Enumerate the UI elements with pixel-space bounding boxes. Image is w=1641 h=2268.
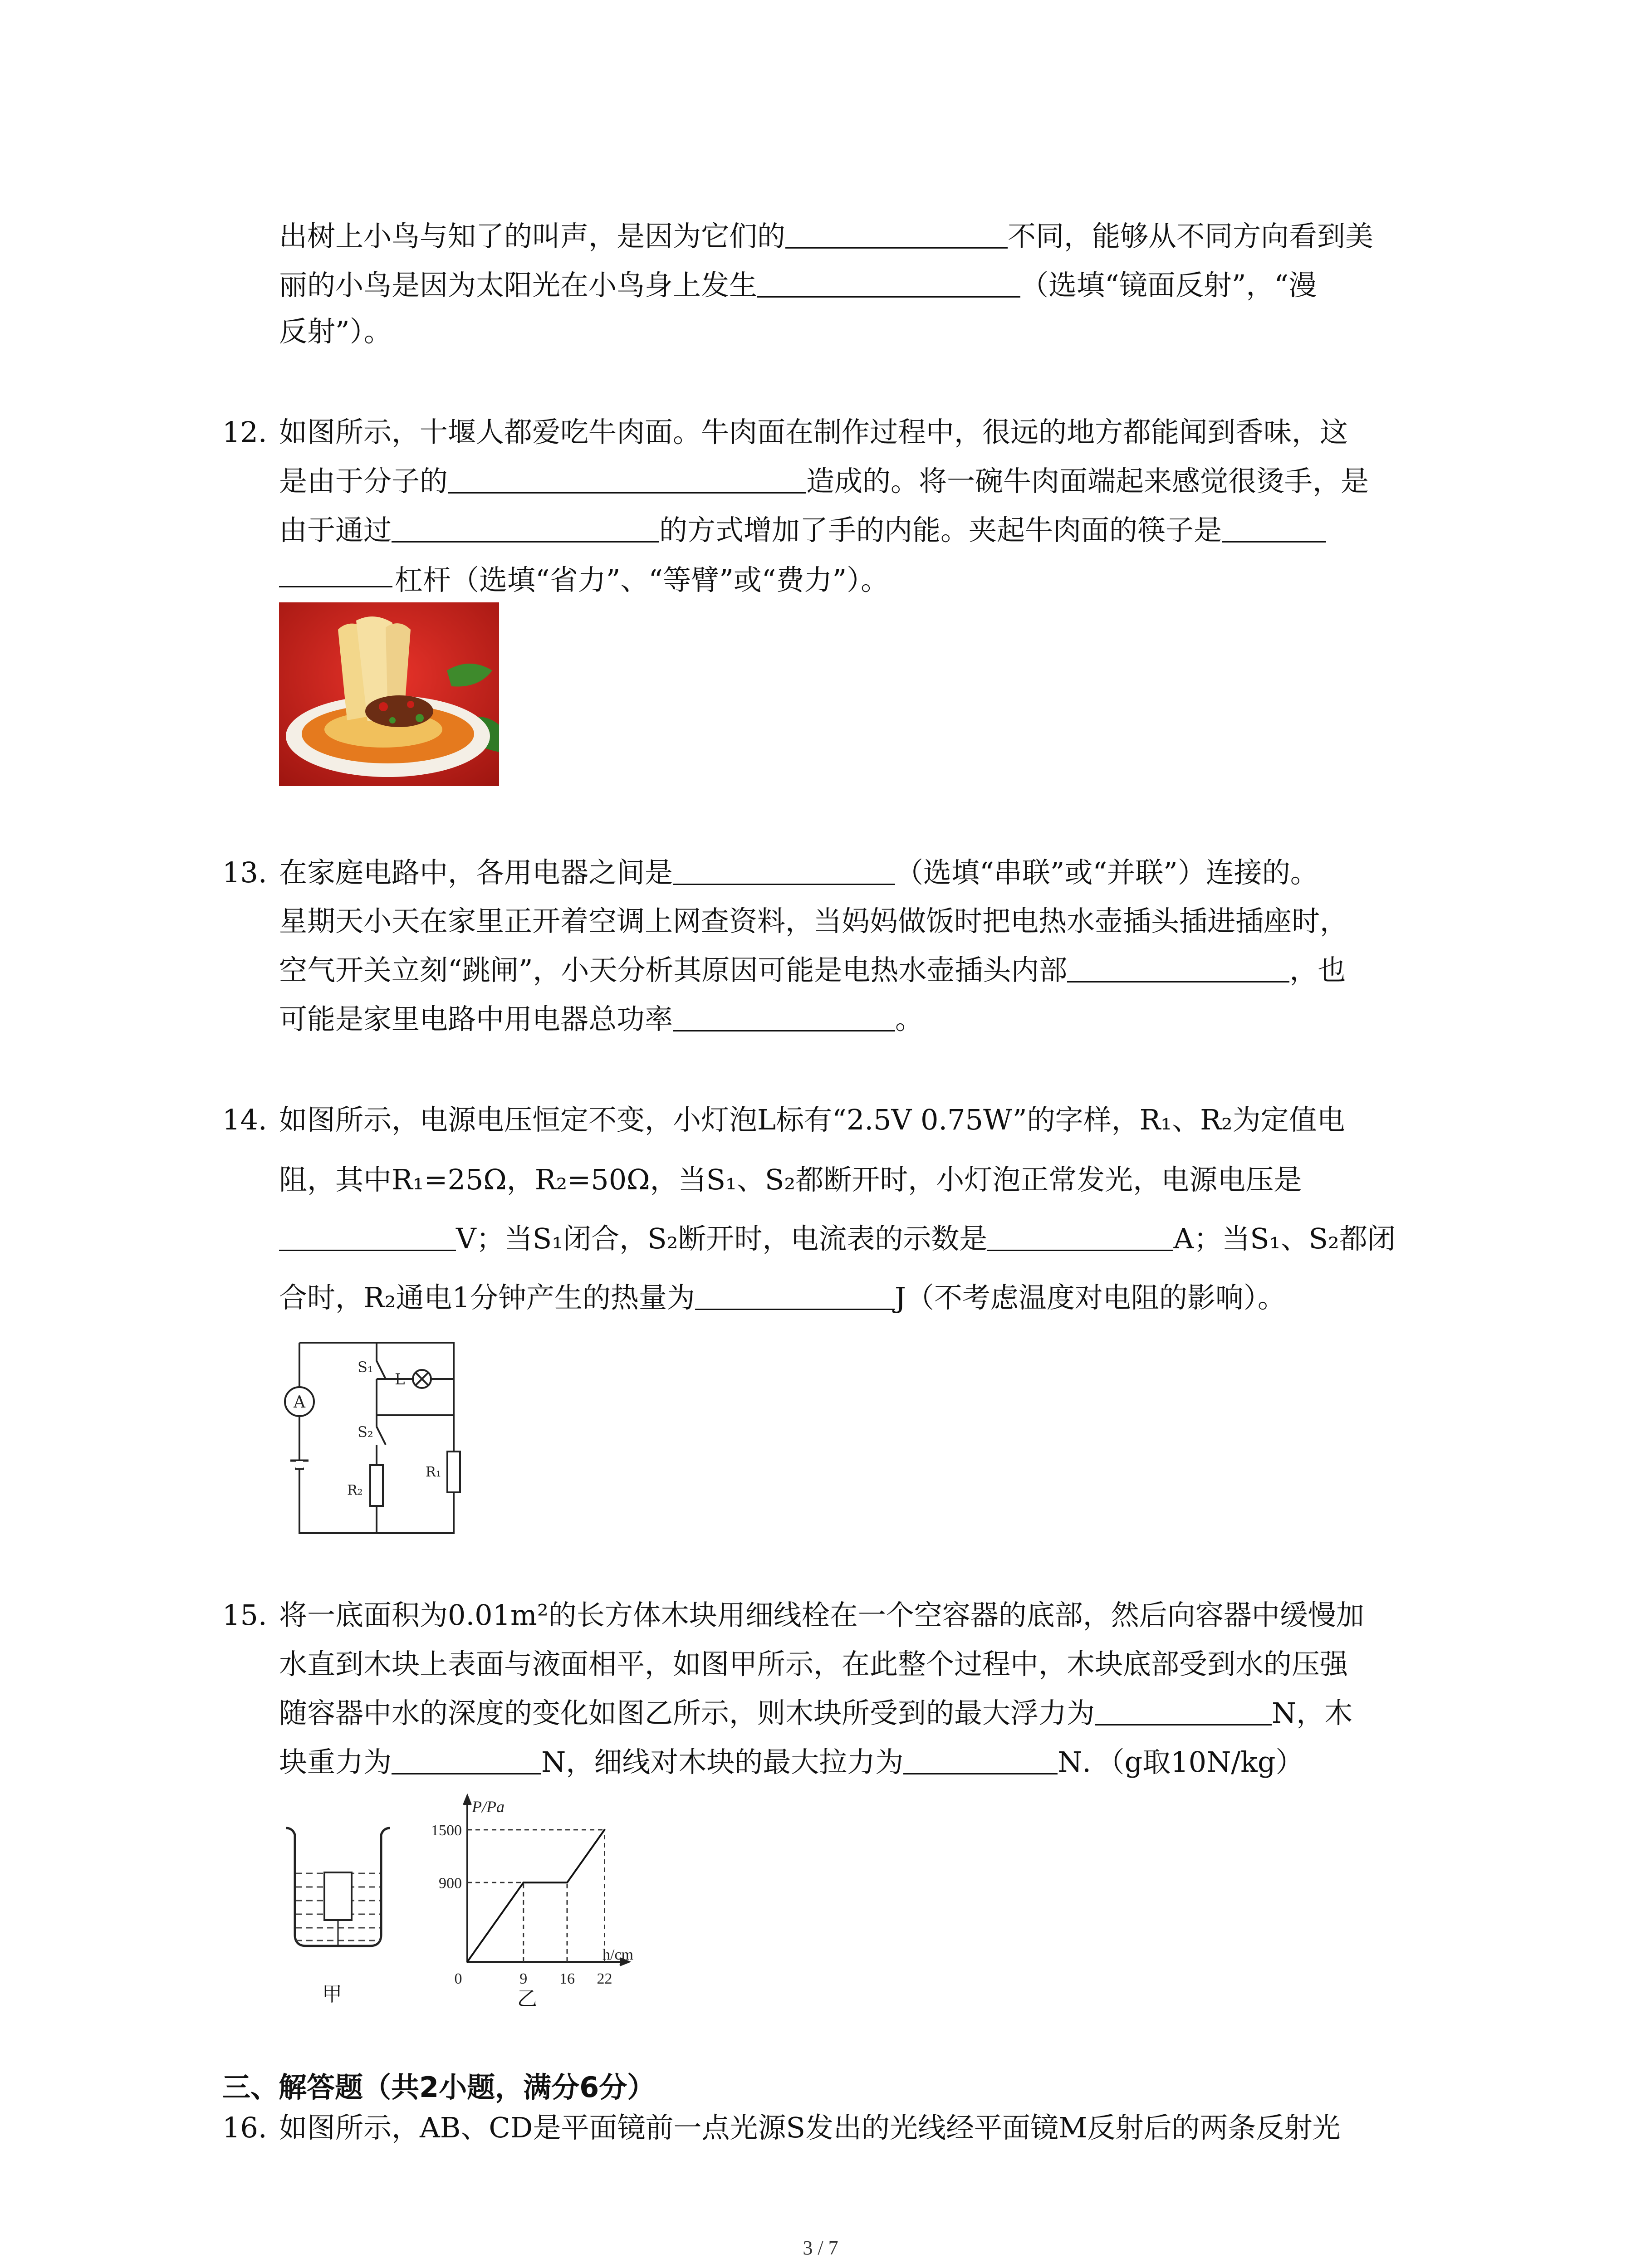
circuit-diagram	[272, 1334, 472, 1542]
q11-line1: 出树上小鸟与知了的叫声，是因为它们的 不同，能够从不同方向看到美	[279, 220, 1374, 253]
s1-label: S₁	[358, 1359, 373, 1376]
q13-line3: 空气开关立刻“跳闸”，小天分析其原因可能是电热水壶插头内部 ，也	[279, 953, 1346, 987]
q12-line3: 由于通过 的方式增加了手的内能。夹起牛肉面的筷子是	[279, 516, 1326, 544]
q13-line2: 星期天小天在家里正开着空调上网查资料，当妈妈做饭时把电热水壶插头插进插座时，	[279, 904, 1348, 938]
ammeter-label: A	[294, 1393, 305, 1412]
answer-blank[interactable]	[757, 273, 1020, 298]
data-point	[466, 1961, 468, 1963]
r1-label: R₁	[426, 1464, 441, 1480]
x-tick-label: 16	[559, 1970, 575, 1984]
answer-blank[interactable]	[1067, 958, 1289, 982]
question-number: 14.	[222, 1103, 267, 1136]
question-number: 13.	[222, 856, 267, 889]
figure-caption-jia: 甲	[322, 1983, 342, 2006]
page-number: 3 / 7	[803, 2237, 838, 2259]
q14-line2: 阻，其中R₁=25Ω，R₂=50Ω，当S₁、S₂都断开时，小灯泡正常发光，电源电压是	[279, 1163, 1302, 1196]
q15-line4: 块重力为 N，细线对木块的最大拉力为 N．（g取10N/kg）	[279, 1745, 1304, 1779]
answer-blank[interactable]	[279, 1226, 456, 1251]
pressure-depth-chart	[408, 1789, 662, 1984]
answer-blank[interactable]	[279, 585, 392, 587]
data-point	[604, 1829, 606, 1831]
q12-line1: 如图所示，十堰人都爱吃牛肉面。牛肉面在制作过程中，很远的地方都能闻到香味，这	[279, 415, 1348, 449]
q15-line2: 水直到木块上表面与液面相平，如图甲所示，在此整个过程中，木块底部受到水的压强	[279, 1647, 1348, 1681]
question-number: 15.	[222, 1598, 267, 1632]
q15-line1: 将一底面积为0.01m²的长方体木块用细线栓在一个空容器的底部，然后向容器中缓慢加	[279, 1598, 1364, 1632]
answer-blank[interactable]	[392, 518, 659, 543]
lamp-label: L	[395, 1370, 405, 1388]
r2-label: R₂	[347, 1482, 363, 1498]
q11-line3: 反射”）。	[279, 315, 392, 348]
q15-line3: 随容器中水的深度的变化如图乙所示，则木块所受到的最大浮力为 N，木	[279, 1696, 1353, 1730]
series-line	[467, 1830, 605, 1962]
answer-blank[interactable]	[448, 469, 806, 494]
data-point	[523, 1882, 524, 1883]
answer-blank[interactable]	[392, 1750, 541, 1774]
s2-label: S₂	[358, 1423, 373, 1441]
answer-blank[interactable]	[1222, 518, 1326, 543]
answer-blank[interactable]	[1095, 1701, 1272, 1725]
answer-blank[interactable]	[695, 1285, 895, 1310]
q13-line4: 可能是家里电路中用电器总功率 。	[279, 1002, 924, 1036]
answer-blank[interactable]	[785, 224, 1008, 249]
q12-line4: 杠杆（选填“省力”、“等臂”或“费力”）。	[395, 563, 889, 596]
x-axis-label: h/cm	[603, 1946, 633, 1963]
question-number: 16.	[222, 2111, 267, 2144]
y-tick-label: 1500	[431, 1822, 462, 1839]
x-tick-label: 9	[519, 1970, 528, 1984]
figure-caption-yi: 乙	[517, 1987, 537, 2010]
answer-blank[interactable]	[673, 860, 895, 885]
q16-line1: 如图所示，AB、CD是平面镜前一点光源S发出的光线经平面镜M反射后的两条反射光	[279, 2111, 1341, 2144]
beaker-figure	[281, 1823, 395, 1955]
question-number: 12.	[222, 415, 267, 449]
x-tick-label: 0	[454, 1970, 462, 1984]
q13-line1: 在家庭电路中，各用电器之间是 （选填“串联”或“并联”）连接的。	[279, 856, 1318, 889]
q11-line2: 丽的小鸟是因为太阳光在小鸟身上发生 （选填“镜面反射”，“漫	[279, 269, 1317, 302]
beef-noodle-photo	[279, 602, 499, 786]
answer-blank[interactable]	[903, 1750, 1058, 1774]
answer-blank[interactable]	[673, 1007, 895, 1031]
data-point	[566, 1882, 568, 1883]
y-tick-label: 900	[439, 1875, 462, 1892]
q14-line1: 如图所示，电源电压恒定不变，小灯泡L标有“2.5V 0.75W”的字样，R₁、R₂为定值电	[279, 1103, 1345, 1136]
x-tick-label: 22	[597, 1970, 612, 1984]
answer-blank[interactable]	[987, 1226, 1173, 1251]
q14-line4: 合时，R₂通电1分钟产生的热量为 J（不考虑温度对电阻的影响）。	[279, 1281, 1286, 1314]
y-axis-label: P/Pa	[472, 1798, 505, 1816]
section-title: 三、解答题（共2小题，满分6分）	[222, 2071, 656, 2104]
q14-line3: V；当S₁闭合，S₂断开时，电流表的示数是 A；当S₁、S₂都闭	[279, 1225, 1396, 1253]
q12-line2: 是由于分子的 造成的。将一碗牛肉面端起来感觉很烫手，是	[279, 464, 1369, 498]
